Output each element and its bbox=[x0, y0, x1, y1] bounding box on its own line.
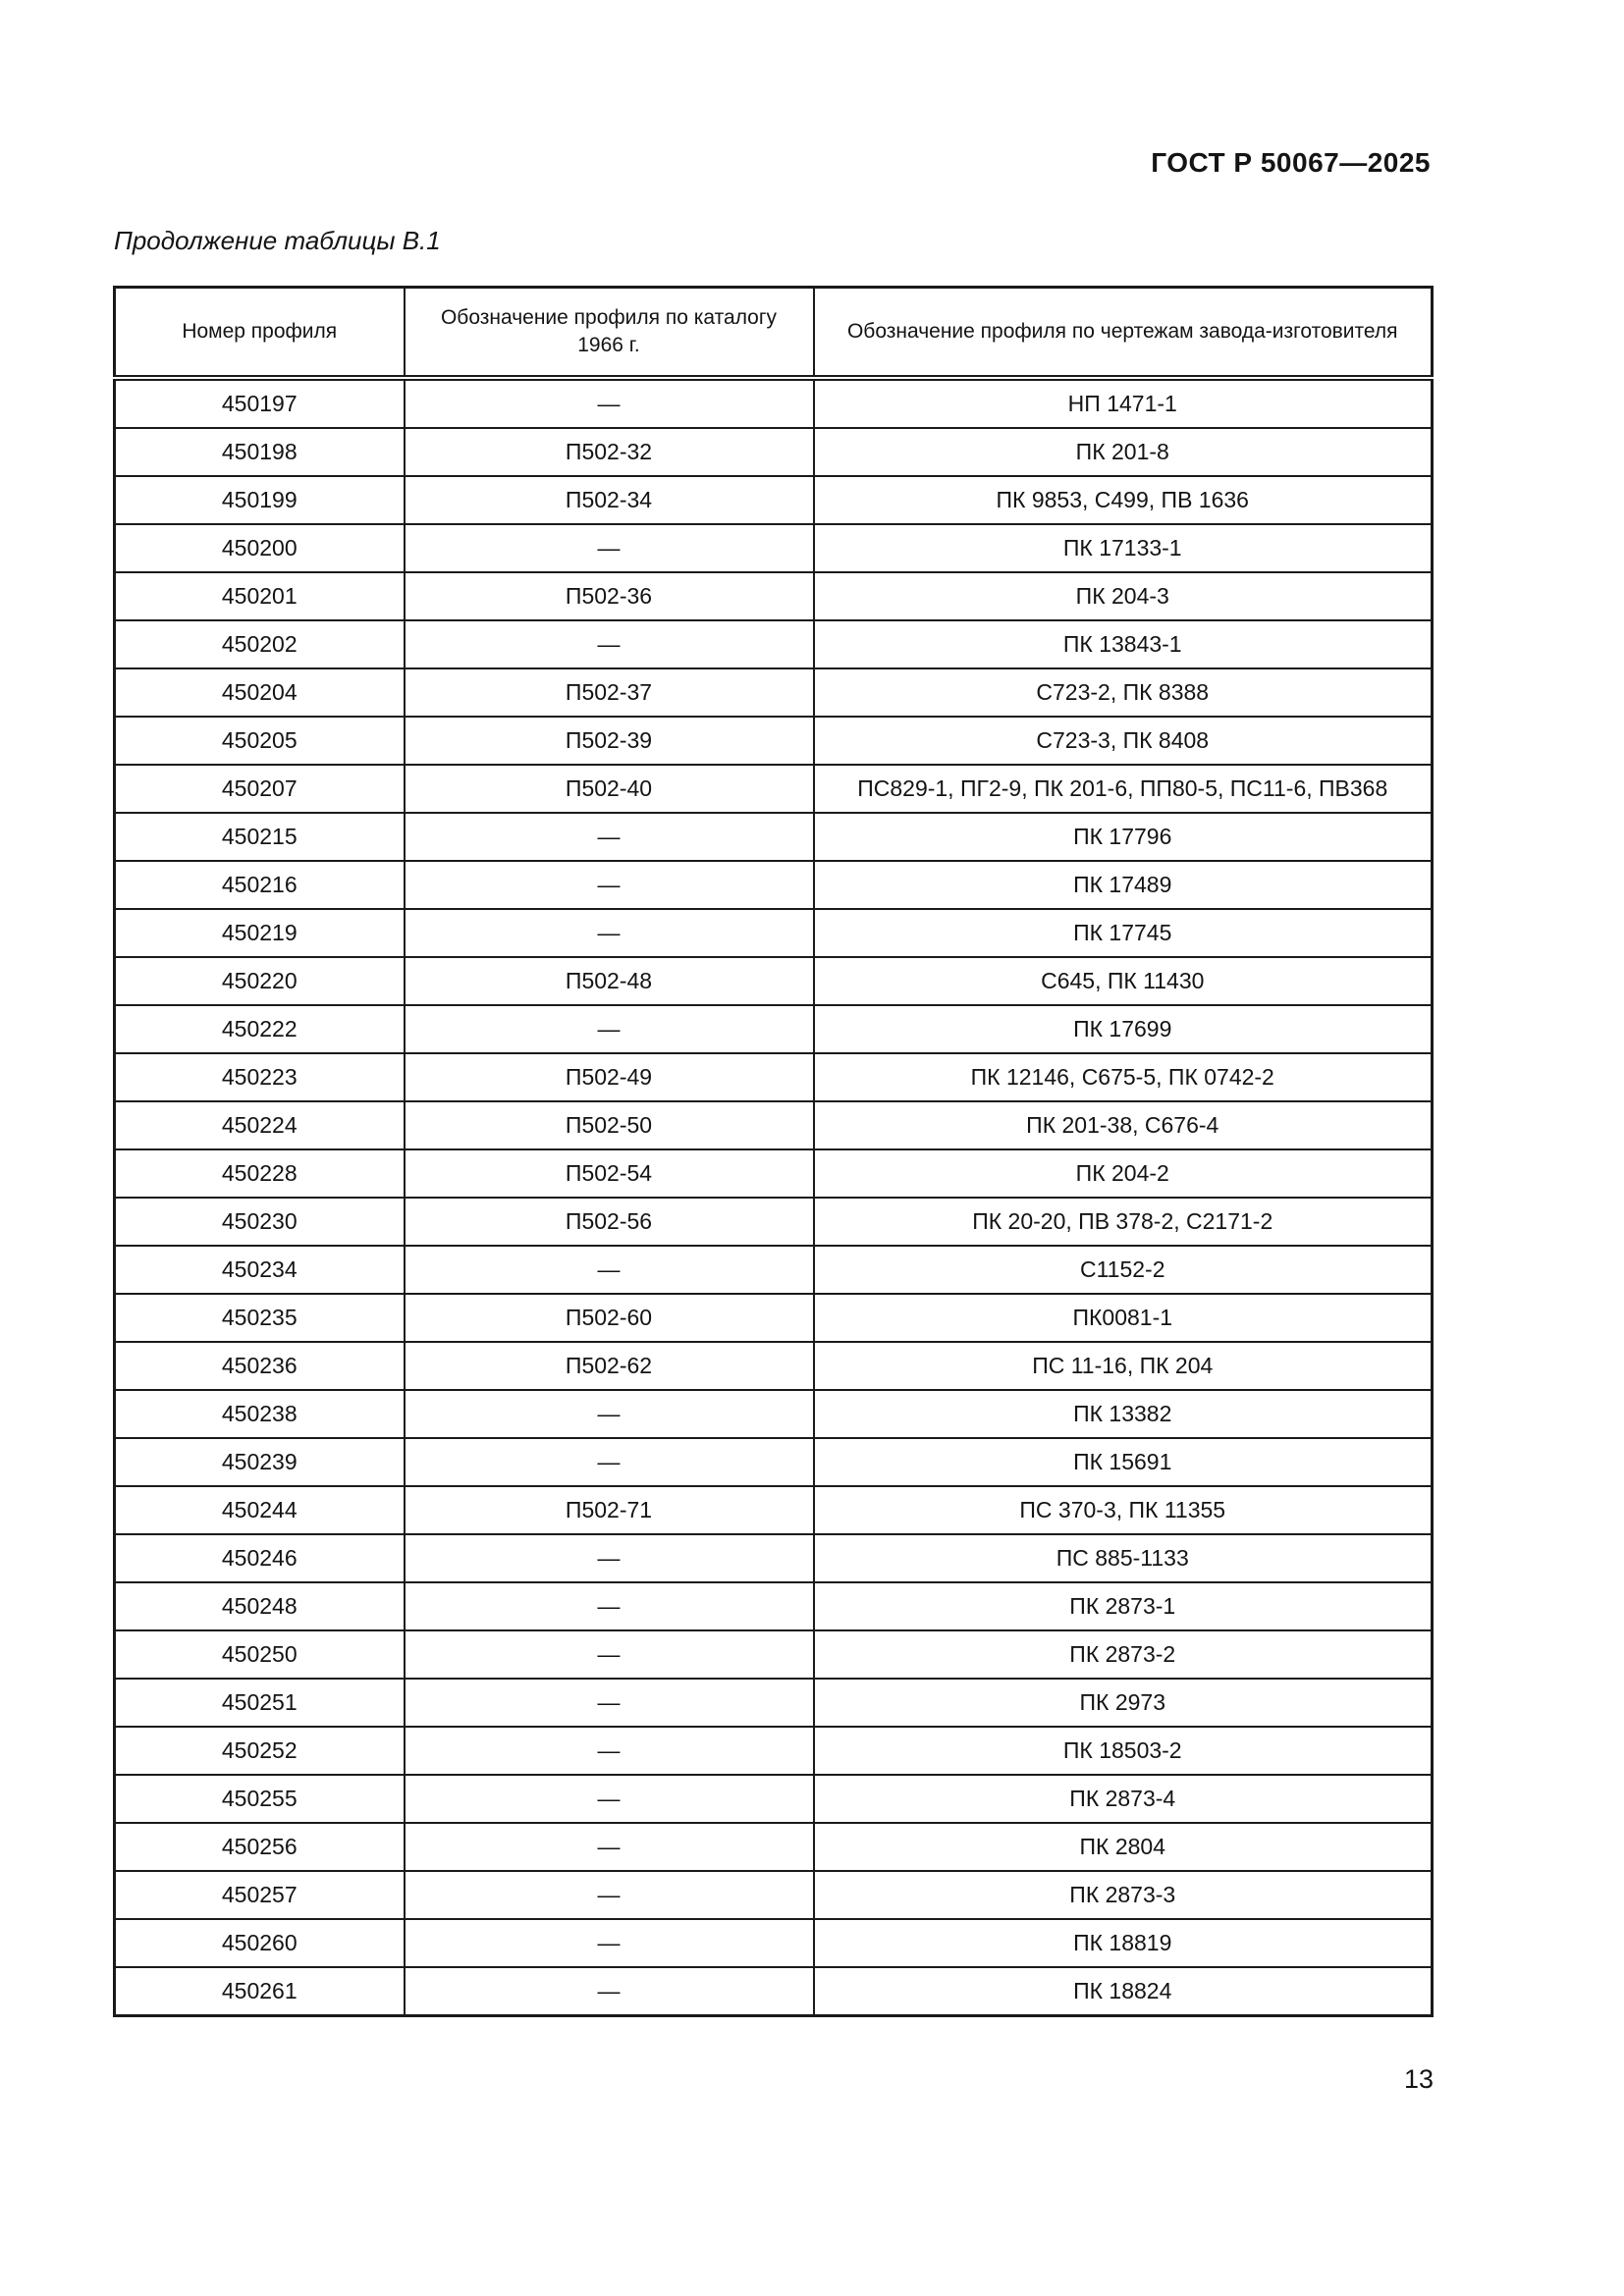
factory-drawing-cell: ПС 11-16, ПК 204 bbox=[814, 1342, 1433, 1390]
catalog-1966-cell: П502-50 bbox=[405, 1101, 814, 1149]
catalog-1966-cell: П502-48 bbox=[405, 957, 814, 1005]
catalog-1966-cell: — bbox=[405, 1390, 814, 1438]
table-row bbox=[115, 572, 1433, 620]
factory-drawing-cell: ПК 12146, С675-5, ПК 0742-2 bbox=[814, 1053, 1433, 1101]
profile-number-cell: 450252 bbox=[115, 1727, 405, 1775]
table-row bbox=[115, 861, 1433, 909]
catalog-1966-cell: П502-40 bbox=[405, 765, 814, 813]
profile-number-cell: 450238 bbox=[115, 1390, 405, 1438]
factory-drawing-cell: ПК 2873-2 bbox=[814, 1630, 1433, 1679]
profile-number-cell: 450255 bbox=[115, 1775, 405, 1823]
factory-drawing-cell: ПК0081-1 bbox=[814, 1294, 1433, 1342]
catalog-1966-cell: — bbox=[405, 1919, 814, 1967]
profile-number-cell: 450219 bbox=[115, 909, 405, 957]
table-row bbox=[115, 1727, 1433, 1775]
factory-drawing-cell: ПК 13843-1 bbox=[814, 620, 1433, 668]
table-row bbox=[115, 1101, 1433, 1149]
table-row bbox=[115, 813, 1433, 861]
profile-number-cell: 450216 bbox=[115, 861, 405, 909]
profile-number-cell: 450244 bbox=[115, 1486, 405, 1534]
catalog-1966-cell: — bbox=[405, 1005, 814, 1053]
factory-drawing-cell: ПК 18819 bbox=[814, 1919, 1433, 1967]
table-row bbox=[115, 1775, 1433, 1823]
profile-number-cell: 450202 bbox=[115, 620, 405, 668]
catalog-1966-cell: — bbox=[405, 1246, 814, 1294]
table-row bbox=[115, 1294, 1433, 1342]
catalog-1966-cell: — bbox=[405, 1727, 814, 1775]
profile-number-cell: 450207 bbox=[115, 765, 405, 813]
catalog-1966-cell: — bbox=[405, 1871, 814, 1919]
factory-drawing-cell: ПК 204-3 bbox=[814, 572, 1433, 620]
column-header-factory-drawing: Обозначение профиля по чертежам завода-изготовителя bbox=[814, 288, 1433, 379]
profile-number-cell: 450261 bbox=[115, 1967, 405, 2016]
column-header-profile-number: Номер профиля bbox=[115, 288, 405, 379]
table-row bbox=[115, 1919, 1433, 1967]
factory-drawing-cell: ПК 204-2 bbox=[814, 1149, 1433, 1198]
profiles-table bbox=[113, 286, 1434, 2017]
profile-number-cell: 450224 bbox=[115, 1101, 405, 1149]
table-row bbox=[115, 1630, 1433, 1679]
factory-drawing-cell: ПК 2873-4 bbox=[814, 1775, 1433, 1823]
catalog-1966-cell: П502-56 bbox=[405, 1198, 814, 1246]
catalog-1966-cell: П502-34 bbox=[405, 476, 814, 524]
table-row bbox=[115, 1198, 1433, 1246]
catalog-1966-cell: П502-36 bbox=[405, 572, 814, 620]
profile-number-cell: 450236 bbox=[115, 1342, 405, 1390]
table-row bbox=[115, 1823, 1433, 1871]
profile-number-cell: 450223 bbox=[115, 1053, 405, 1101]
catalog-1966-cell: П502-39 bbox=[405, 717, 814, 765]
profile-number-cell: 450234 bbox=[115, 1246, 405, 1294]
profile-number-cell: 450256 bbox=[115, 1823, 405, 1871]
table-row bbox=[115, 1486, 1433, 1534]
catalog-1966-cell: — bbox=[405, 1679, 814, 1727]
factory-drawing-cell: ПК 2873-3 bbox=[814, 1871, 1433, 1919]
profile-number-cell: 450204 bbox=[115, 668, 405, 717]
factory-drawing-cell: ПК 201-38, С676-4 bbox=[814, 1101, 1433, 1149]
table-row bbox=[115, 717, 1433, 765]
profile-number-cell: 450215 bbox=[115, 813, 405, 861]
profile-number-cell: 450235 bbox=[115, 1294, 405, 1342]
table-row bbox=[115, 524, 1433, 572]
factory-drawing-cell: ПК 2804 bbox=[814, 1823, 1433, 1871]
profile-number-cell: 450222 bbox=[115, 1005, 405, 1053]
factory-drawing-cell: ПС 885-1133 bbox=[814, 1534, 1433, 1582]
profile-number-cell: 450251 bbox=[115, 1679, 405, 1727]
factory-drawing-cell: ПК 17133-1 bbox=[814, 524, 1433, 572]
profile-number-cell: 450228 bbox=[115, 1149, 405, 1198]
table-row bbox=[115, 428, 1433, 476]
catalog-1966-cell: — bbox=[405, 1630, 814, 1679]
factory-drawing-cell: ПК 17796 bbox=[814, 813, 1433, 861]
table-row bbox=[115, 1534, 1433, 1582]
table-row bbox=[115, 620, 1433, 668]
catalog-1966-cell: П502-54 bbox=[405, 1149, 814, 1198]
catalog-1966-cell: П502-49 bbox=[405, 1053, 814, 1101]
table-row bbox=[115, 1005, 1433, 1053]
table-row bbox=[115, 1871, 1433, 1919]
profile-number-cell: 450200 bbox=[115, 524, 405, 572]
page-number: 13 bbox=[1403, 2064, 1434, 2094]
catalog-1966-cell: — bbox=[405, 1582, 814, 1630]
table-row bbox=[115, 765, 1433, 813]
profile-number-cell: 450248 bbox=[115, 1582, 405, 1630]
table-row bbox=[115, 1582, 1433, 1630]
profile-number-cell: 450201 bbox=[115, 572, 405, 620]
factory-drawing-cell: ПК 17745 bbox=[814, 909, 1433, 957]
profile-number-cell: 450246 bbox=[115, 1534, 405, 1582]
catalog-1966-cell: — bbox=[405, 1438, 814, 1486]
table-row bbox=[115, 1342, 1433, 1390]
column-header-catalog-1966: Обозначение профиля по каталогу 1966 г. bbox=[405, 288, 814, 379]
table-row bbox=[115, 957, 1433, 1005]
table-row bbox=[115, 1967, 1433, 2016]
factory-drawing-cell: С1152-2 bbox=[814, 1246, 1433, 1294]
catalog-1966-cell: — bbox=[405, 909, 814, 957]
catalog-1966-cell: — bbox=[405, 813, 814, 861]
factory-drawing-cell: ПС829-1, ПГ2-9, ПК 201-6, ПП80-5, ПС11-6, ПВ368 bbox=[814, 765, 1433, 813]
catalog-1966-cell: П502-60 bbox=[405, 1294, 814, 1342]
table-row bbox=[115, 909, 1433, 957]
factory-drawing-cell: ПК 18824 bbox=[814, 1967, 1433, 2016]
factory-drawing-cell: ПК 9853, С499, ПВ 1636 bbox=[814, 476, 1433, 524]
profile-number-cell: 450198 bbox=[115, 428, 405, 476]
table-caption: Продолжение таблицы В.1 bbox=[114, 226, 441, 255]
table-row bbox=[115, 1246, 1433, 1294]
catalog-1966-cell: — bbox=[405, 1823, 814, 1871]
profile-number-cell: 450257 bbox=[115, 1871, 405, 1919]
table-row bbox=[115, 1053, 1433, 1101]
table-body bbox=[115, 378, 1433, 2016]
table-row bbox=[115, 668, 1433, 717]
profile-number-cell: 450250 bbox=[115, 1630, 405, 1679]
profile-number-cell: 450197 bbox=[115, 378, 405, 428]
factory-drawing-cell: ПК 18503-2 bbox=[814, 1727, 1433, 1775]
factory-drawing-cell: ПК 2973 bbox=[814, 1679, 1433, 1727]
factory-drawing-cell: ПК 13382 bbox=[814, 1390, 1433, 1438]
catalog-1966-cell: — bbox=[405, 1775, 814, 1823]
catalog-1966-cell: П502-62 bbox=[405, 1342, 814, 1390]
table-row bbox=[115, 1149, 1433, 1198]
factory-drawing-cell: С645, ПК 11430 bbox=[814, 957, 1433, 1005]
factory-drawing-cell: ПК 2873-1 bbox=[814, 1582, 1433, 1630]
catalog-1966-cell: — bbox=[405, 1967, 814, 2016]
catalog-1966-cell: П502-71 bbox=[405, 1486, 814, 1534]
factory-drawing-cell: ПК 201-8 bbox=[814, 428, 1433, 476]
profile-number-cell: 450220 bbox=[115, 957, 405, 1005]
catalog-1966-cell: — bbox=[405, 620, 814, 668]
document-number: ГОСТ Р 50067—2025 bbox=[1151, 147, 1431, 178]
factory-drawing-cell: С723-2, ПК 8388 bbox=[814, 668, 1433, 717]
table-row bbox=[115, 1679, 1433, 1727]
profile-number-cell: 450199 bbox=[115, 476, 405, 524]
factory-drawing-cell: ПК 17489 bbox=[814, 861, 1433, 909]
table-row bbox=[115, 1438, 1433, 1486]
catalog-1966-cell: — bbox=[405, 1534, 814, 1582]
factory-drawing-cell: ПК 15691 bbox=[814, 1438, 1433, 1486]
profile-number-cell: 450205 bbox=[115, 717, 405, 765]
catalog-1966-cell: — bbox=[405, 861, 814, 909]
catalog-1966-cell: П502-32 bbox=[405, 428, 814, 476]
table-row bbox=[115, 1390, 1433, 1438]
profile-number-cell: 450230 bbox=[115, 1198, 405, 1246]
catalog-1966-cell: — bbox=[405, 378, 814, 428]
table-header-row bbox=[115, 288, 1433, 379]
catalog-1966-cell: — bbox=[405, 524, 814, 572]
table-row bbox=[115, 476, 1433, 524]
factory-drawing-cell: С723-3, ПК 8408 bbox=[814, 717, 1433, 765]
catalog-1966-cell: П502-37 bbox=[405, 668, 814, 717]
profile-number-cell: 450239 bbox=[115, 1438, 405, 1486]
factory-drawing-cell: НП 1471-1 bbox=[814, 378, 1433, 428]
factory-drawing-cell: ПС 370-3, ПК 11355 bbox=[814, 1486, 1433, 1534]
factory-drawing-cell: ПК 20-20, ПВ 378-2, С2171-2 bbox=[814, 1198, 1433, 1246]
profile-number-cell: 450260 bbox=[115, 1919, 405, 1967]
factory-drawing-cell: ПК 17699 bbox=[814, 1005, 1433, 1053]
table-row bbox=[115, 378, 1433, 428]
